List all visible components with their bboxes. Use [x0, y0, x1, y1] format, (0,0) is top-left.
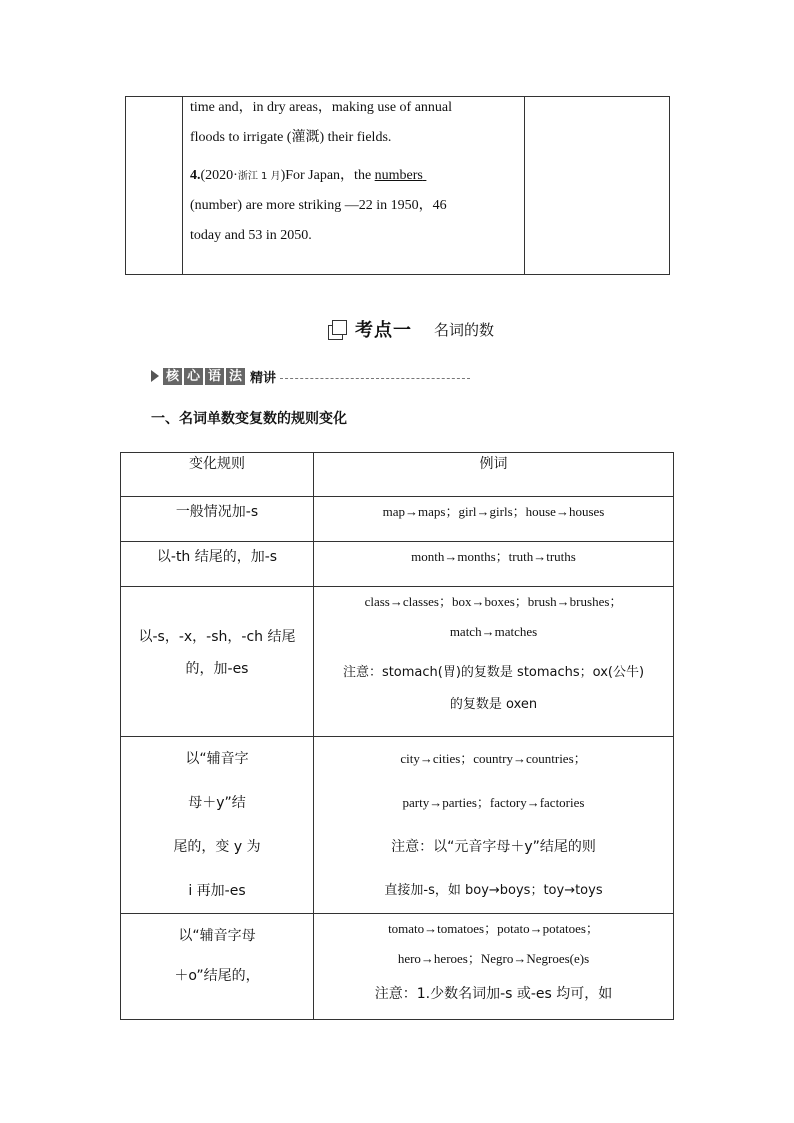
rule-line: ＋o”结尾的， [174, 968, 260, 984]
heading-title: 考点一 [355, 320, 412, 341]
item-source: 浙江 1 月 [237, 171, 281, 182]
rule-cell [121, 587, 314, 737]
rule-line: 以“辅音字母 [178, 928, 256, 944]
section-heading [327, 316, 494, 342]
rule-line: 尾的，变 y 为 [173, 839, 261, 855]
rule-line: i 再加-es [188, 883, 246, 899]
example-line: match→matches [449, 624, 538, 639]
sentence-line: floods to irrigate (灌溉) their fields. [190, 130, 392, 145]
rule-cell: 一般情况加-s [121, 497, 314, 542]
example-cell [314, 587, 674, 737]
note-line: 的复数是 oxen [449, 697, 538, 712]
note-line: 直接加-s，如 boy→boys；toy→toys [384, 883, 603, 898]
example-line: class→classes；box→boxes；brush→brushes； [364, 594, 623, 609]
label-box: 法 [226, 368, 245, 385]
item-text: )For Japan，the [280, 168, 375, 183]
table-row [121, 737, 674, 914]
example-line: hero→heroes；Negro→Negroes(e)s [397, 951, 590, 966]
example-cell [314, 737, 674, 914]
sentence-line: time and，in dry areas，making use of annual [190, 100, 453, 115]
rule-line: 母＋y”结 [188, 795, 246, 811]
example-cell: map→maps；girl→girls；house→houses [314, 497, 674, 542]
rule-line: 的，加-es [185, 660, 249, 677]
exercise-number-cell [126, 97, 183, 275]
table-row [121, 542, 674, 587]
note-line: 注意：stomach(胃)的复数是 stomachs；ox(公牛) [342, 665, 645, 680]
overlapping-squares-icon [327, 318, 349, 340]
section-title: 一、名词单数变复数的规则变化 [151, 411, 347, 427]
table-row [121, 914, 674, 1020]
sentence-line: (number) are more striking —22 in 1950，46 [190, 198, 447, 213]
header-examples: 例词 [314, 453, 674, 497]
bar-label: 精讲 [250, 370, 277, 386]
answer-blank: numbers [374, 168, 423, 183]
table-row [121, 587, 674, 737]
example-cell: month→months；truth→truths [314, 542, 674, 587]
example-cell [314, 914, 674, 1020]
note-line: 注意：以“元音字母＋y”结尾的则 [391, 839, 596, 855]
example-line: party→parties；factory→factories [402, 795, 585, 810]
item-number: 4. [190, 168, 201, 183]
previous-exercise-table [125, 96, 670, 275]
exercise-item-4 [190, 161, 524, 191]
rule-line: 以-s，-x，-sh，-ch 结尾 [138, 628, 296, 645]
table-header-row [121, 453, 674, 497]
rule-line: 以“辅音字 [185, 751, 249, 767]
note-line: 注意：1.少数名词加-s 或-es 均可，如 [374, 986, 613, 1002]
rule-cell: 以-th 结尾的，加-s [121, 542, 314, 587]
example-line: city→cities；country→countries； [400, 751, 587, 766]
example-line: tomato→tomatoes；potato→potatoes； [388, 921, 599, 936]
rule-cell [121, 914, 314, 1020]
header-rule: 变化规则 [121, 453, 314, 497]
dotted-divider [280, 378, 470, 379]
label-box: 心 [184, 368, 203, 385]
label-box: 核 [163, 368, 182, 385]
rule-cell [121, 737, 314, 914]
exercise-sentence-cell [183, 97, 525, 275]
heading-subtitle: 名词的数 [434, 320, 495, 339]
label-box: 语 [205, 368, 224, 385]
table-row [121, 497, 674, 542]
plural-rules-table [120, 452, 674, 1020]
item-year: (2020· [200, 168, 238, 183]
play-triangle-icon [151, 370, 159, 382]
grammar-explanation-bar [151, 367, 470, 385]
exercise-notes-cell [525, 97, 670, 275]
sentence-line: today and 53 in 2050. [190, 228, 312, 243]
